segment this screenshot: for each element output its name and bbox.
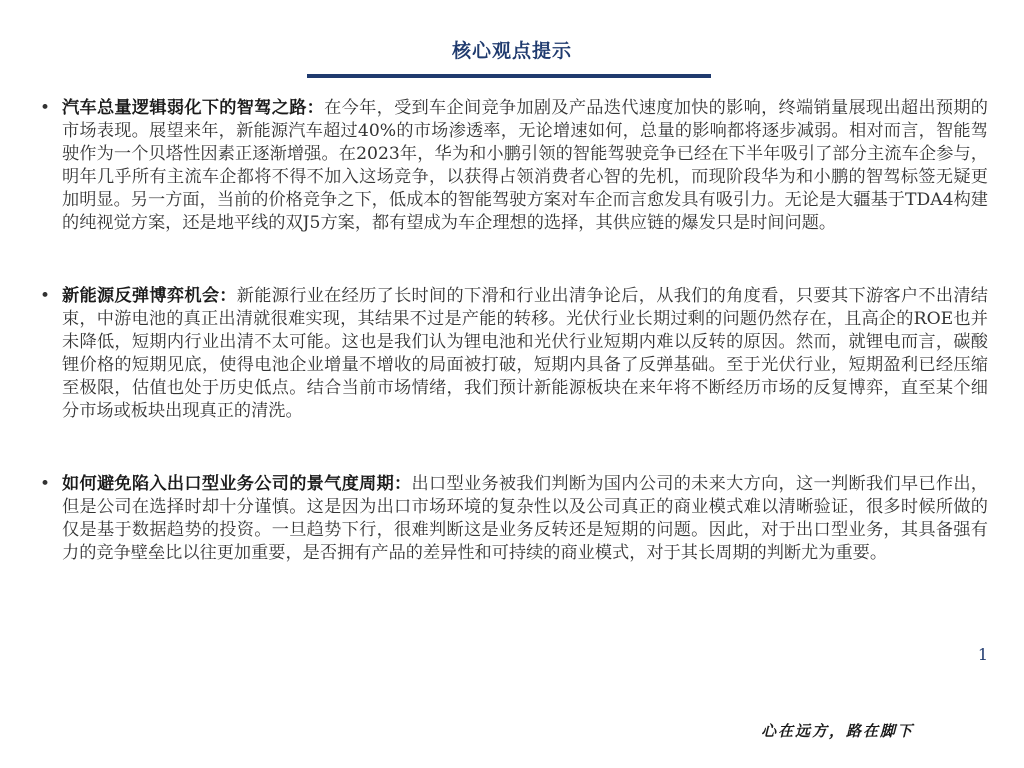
page-title: 核心观点提示	[451, 40, 572, 62]
key-point-heading: 如何避免陷入出口型业务公司的景气度周期：	[62, 474, 412, 494]
bullet-dot-icon: •	[40, 98, 51, 118]
page-number: 1	[977, 645, 988, 664]
key-point-new-energy-rebound	[38, 285, 988, 423]
key-point-heading: 新能源反弹博弈机会：	[62, 286, 237, 306]
bullet-dot-icon: •	[40, 286, 51, 306]
bullet-dot-icon: •	[40, 474, 51, 494]
footer-slogan: 心在远方，路在脚下	[760, 722, 914, 740]
key-points-list	[38, 97, 988, 565]
key-point-body: 在今年，受到车企间竞争加剧及产品迭代速度加快的影响，终端销量展现出超出预期的市场表现。展望来年，新能源汽车超过40%的市场渗透率，无论增速如何，总量的影响都将逐步减弱。相对而言，智能驾驶作为一个贝塔性因素正逐渐增强。在2023年，华为和小鹏引领的智能驾驶竞争已经在下半年吸引了部分主流车企参与，明年几乎所有主流车企都将不得不加入这场竞争，以获得占领消费者心智的先机，而现阶段华为和小鹏的智驾标签无疑更加明显。另一方面，当前的价格竞争之下，低成本的智能驾驶方案对车企而言愈发具有吸引力。无论是大疆基于TDA4构建的纯视觉方案，还是地平线的双J5方案，都有望成为车企理想的选择，其供应链的爆发只是时间问题。	[62, 98, 988, 233]
title-underline	[307, 74, 711, 78]
key-point-body: 出口型业务被我们判断为国内公司的未来大方向，这一判断我们早已作出，但是公司在选择时却十分谨慎。这是因为出口市场环境的复杂性以及公司真正的商业模式难以清晰验证，很多时候所做的仅是基于数据趋势的投资。一旦趋势下行，很难判断这是业务反转还是短期的问题。因此，对于出口型业务，其具备强有力的竞争壁垒比以往更加重要，是否拥有产品的差异性和可持续的商业模式，对于其长周期的判断尤为重要。	[62, 474, 988, 563]
key-point-body: 新能源行业在经历了长时间的下滑和行业出清争论后，从我们的角度看，只要其下游客户不出清结束，中游电池的真正出清就很难实现，其结果不过是产能的转移。光伏行业长期过剩的问题仍然存在，且高企的ROE也并未降低，短期内行业出清不太可能。这也是我们认为锂电池和光伏行业短期内难以反转的原因。然而，就锂电而言，碳酸锂价格的短期见底，使得电池企业增量不增收的局面被打破，短期内具备了反弹基础。至于光伏行业，短期盈利已经压缩至极限，估值也处于历史低点。结合当前市场情绪，我们预计新能源板块在来年将不断经历市场的反复博弈，直至某个细分市场或板块出现真正的清洗。	[62, 286, 988, 421]
key-point-export-business-cycle	[38, 473, 988, 565]
key-point-heading: 汽车总量逻辑弱化下的智驾之路：	[62, 98, 325, 118]
key-point-auto-intelligent-driving	[38, 97, 988, 235]
